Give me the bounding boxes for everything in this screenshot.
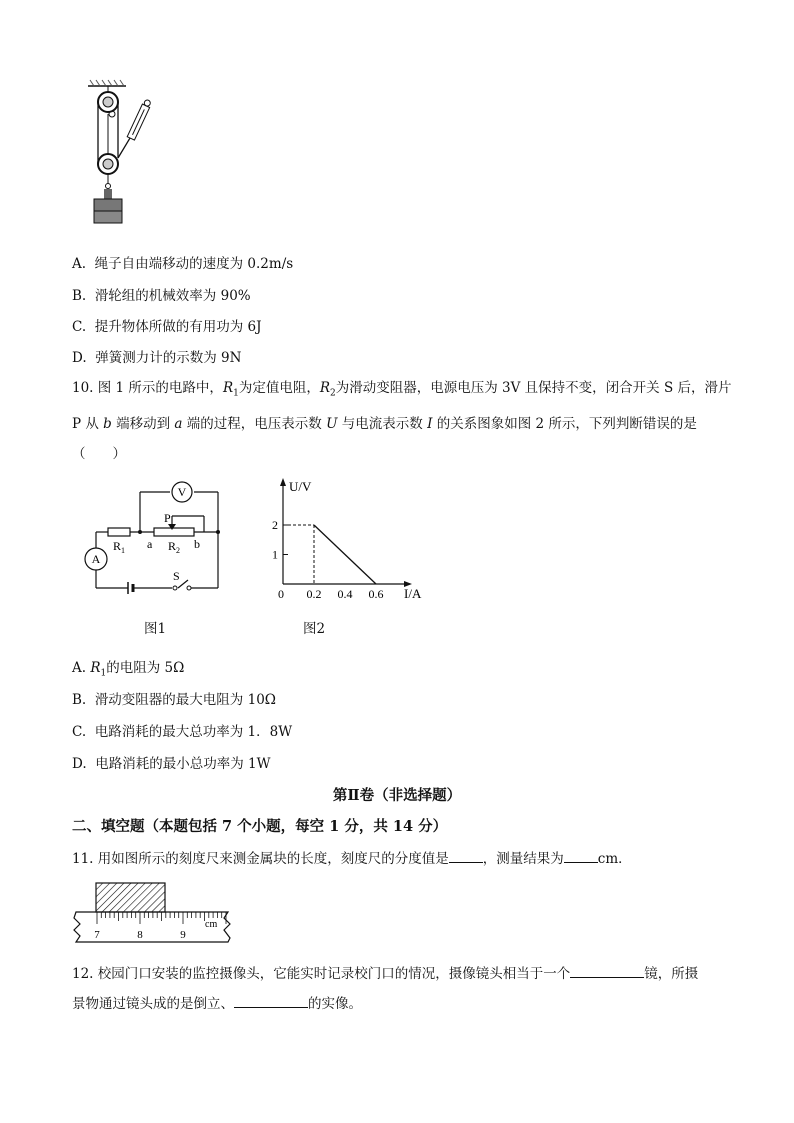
fig1-caption: 图1 — [144, 621, 167, 637]
ruler-label-7: 7 — [94, 929, 100, 941]
y-tick-label: 2 — [272, 518, 278, 532]
part2-title: 第Ⅱ卷（非选择题） — [332, 787, 462, 804]
q12-line-2: 景物通过镜头成的是倒立、 的实像。 — [72, 993, 362, 1014]
q12-blank-1 — [570, 963, 644, 978]
series-line — [314, 525, 376, 584]
y-tick-label: 1 — [272, 547, 278, 562]
ruler-label-8: 8 — [137, 929, 143, 941]
x-tick-label: 0.4 — [337, 587, 353, 601]
fig2-caption: 图2 — [303, 621, 326, 637]
q12-blank-2 — [234, 993, 308, 1008]
section-heading: 二、填空题（本题包括 7 个小题，每空 1 分，共 14 分） — [72, 818, 448, 835]
q9-option-a: A. 绳子自由端移动的速度为 0.2m/s — [72, 256, 294, 272]
slider-p-label: P — [164, 511, 171, 525]
x-tick-label: 0.2 — [306, 587, 322, 601]
q11-blank-1 — [449, 848, 483, 863]
q10-option-a: A. $R_1$的电阻为 5Ω — [72, 660, 185, 679]
q12-line-1: 12. 校园门口安装的监控摄像头，它能实时记录校门口的情况，摄像镜头相当于一个 镜，所摄 — [72, 963, 698, 984]
q10-stem: 10. 图 1 所示的电路中，$R_1$为定值电阻，$R_2$为滑动变阻器，电源电压为 3V 且保持不变，闭合开关 S 后，滑片 P 从 b 端移动到 a 端的过程，电压表示数 U 与电流表示数 I 的关系图象如图 2 所示，下列判断错误的是（ ） — [72, 380, 732, 462]
q10-option-d: D. 电路消耗的最小总功率为 1W — [72, 756, 271, 772]
ruler-figure — [70, 880, 240, 946]
terminal-a-label: a — [147, 537, 153, 551]
r2-label: $R_2$ — [168, 539, 181, 555]
q11-blank-2 — [564, 848, 598, 863]
q10-option-b: B. 滑动变阻器的最大电阻为 10Ω — [72, 692, 276, 708]
q9-option-d: D. 弹簧测力计的示数为 9N — [72, 350, 242, 366]
terminal-b-label: b — [194, 537, 200, 551]
ammeter-label: A — [91, 552, 101, 566]
q10-option-c: C. 电路消耗的最大总功率为 1．8W — [72, 724, 293, 740]
pulley-figure — [80, 78, 160, 230]
x-tick-label: 0.6 — [368, 587, 384, 601]
y-axis-label: U/V — [289, 479, 312, 494]
r1-label: $R_1$ — [113, 539, 126, 555]
q11-stem: 11. 用如图所示的刻度尺来测金属块的长度，刻度尺的分度值是 ，测量结果为 cm． — [72, 848, 632, 869]
ruler-unit: cm — [205, 919, 218, 930]
voltmeter-label: V — [177, 485, 187, 499]
switch-s-label: S — [173, 569, 180, 583]
circuit-diagram — [78, 476, 228, 600]
ruler-label-9: 9 — [180, 929, 186, 941]
x-axis-label: I/A — [404, 586, 422, 601]
ui-graph — [272, 474, 432, 608]
origin-label: 0 — [278, 587, 284, 601]
q9-option-c: C. 提升物体所做的有用功为 6J — [72, 319, 262, 335]
q9-option-b: B. 滑轮组的机械效率为 90% — [72, 288, 251, 304]
